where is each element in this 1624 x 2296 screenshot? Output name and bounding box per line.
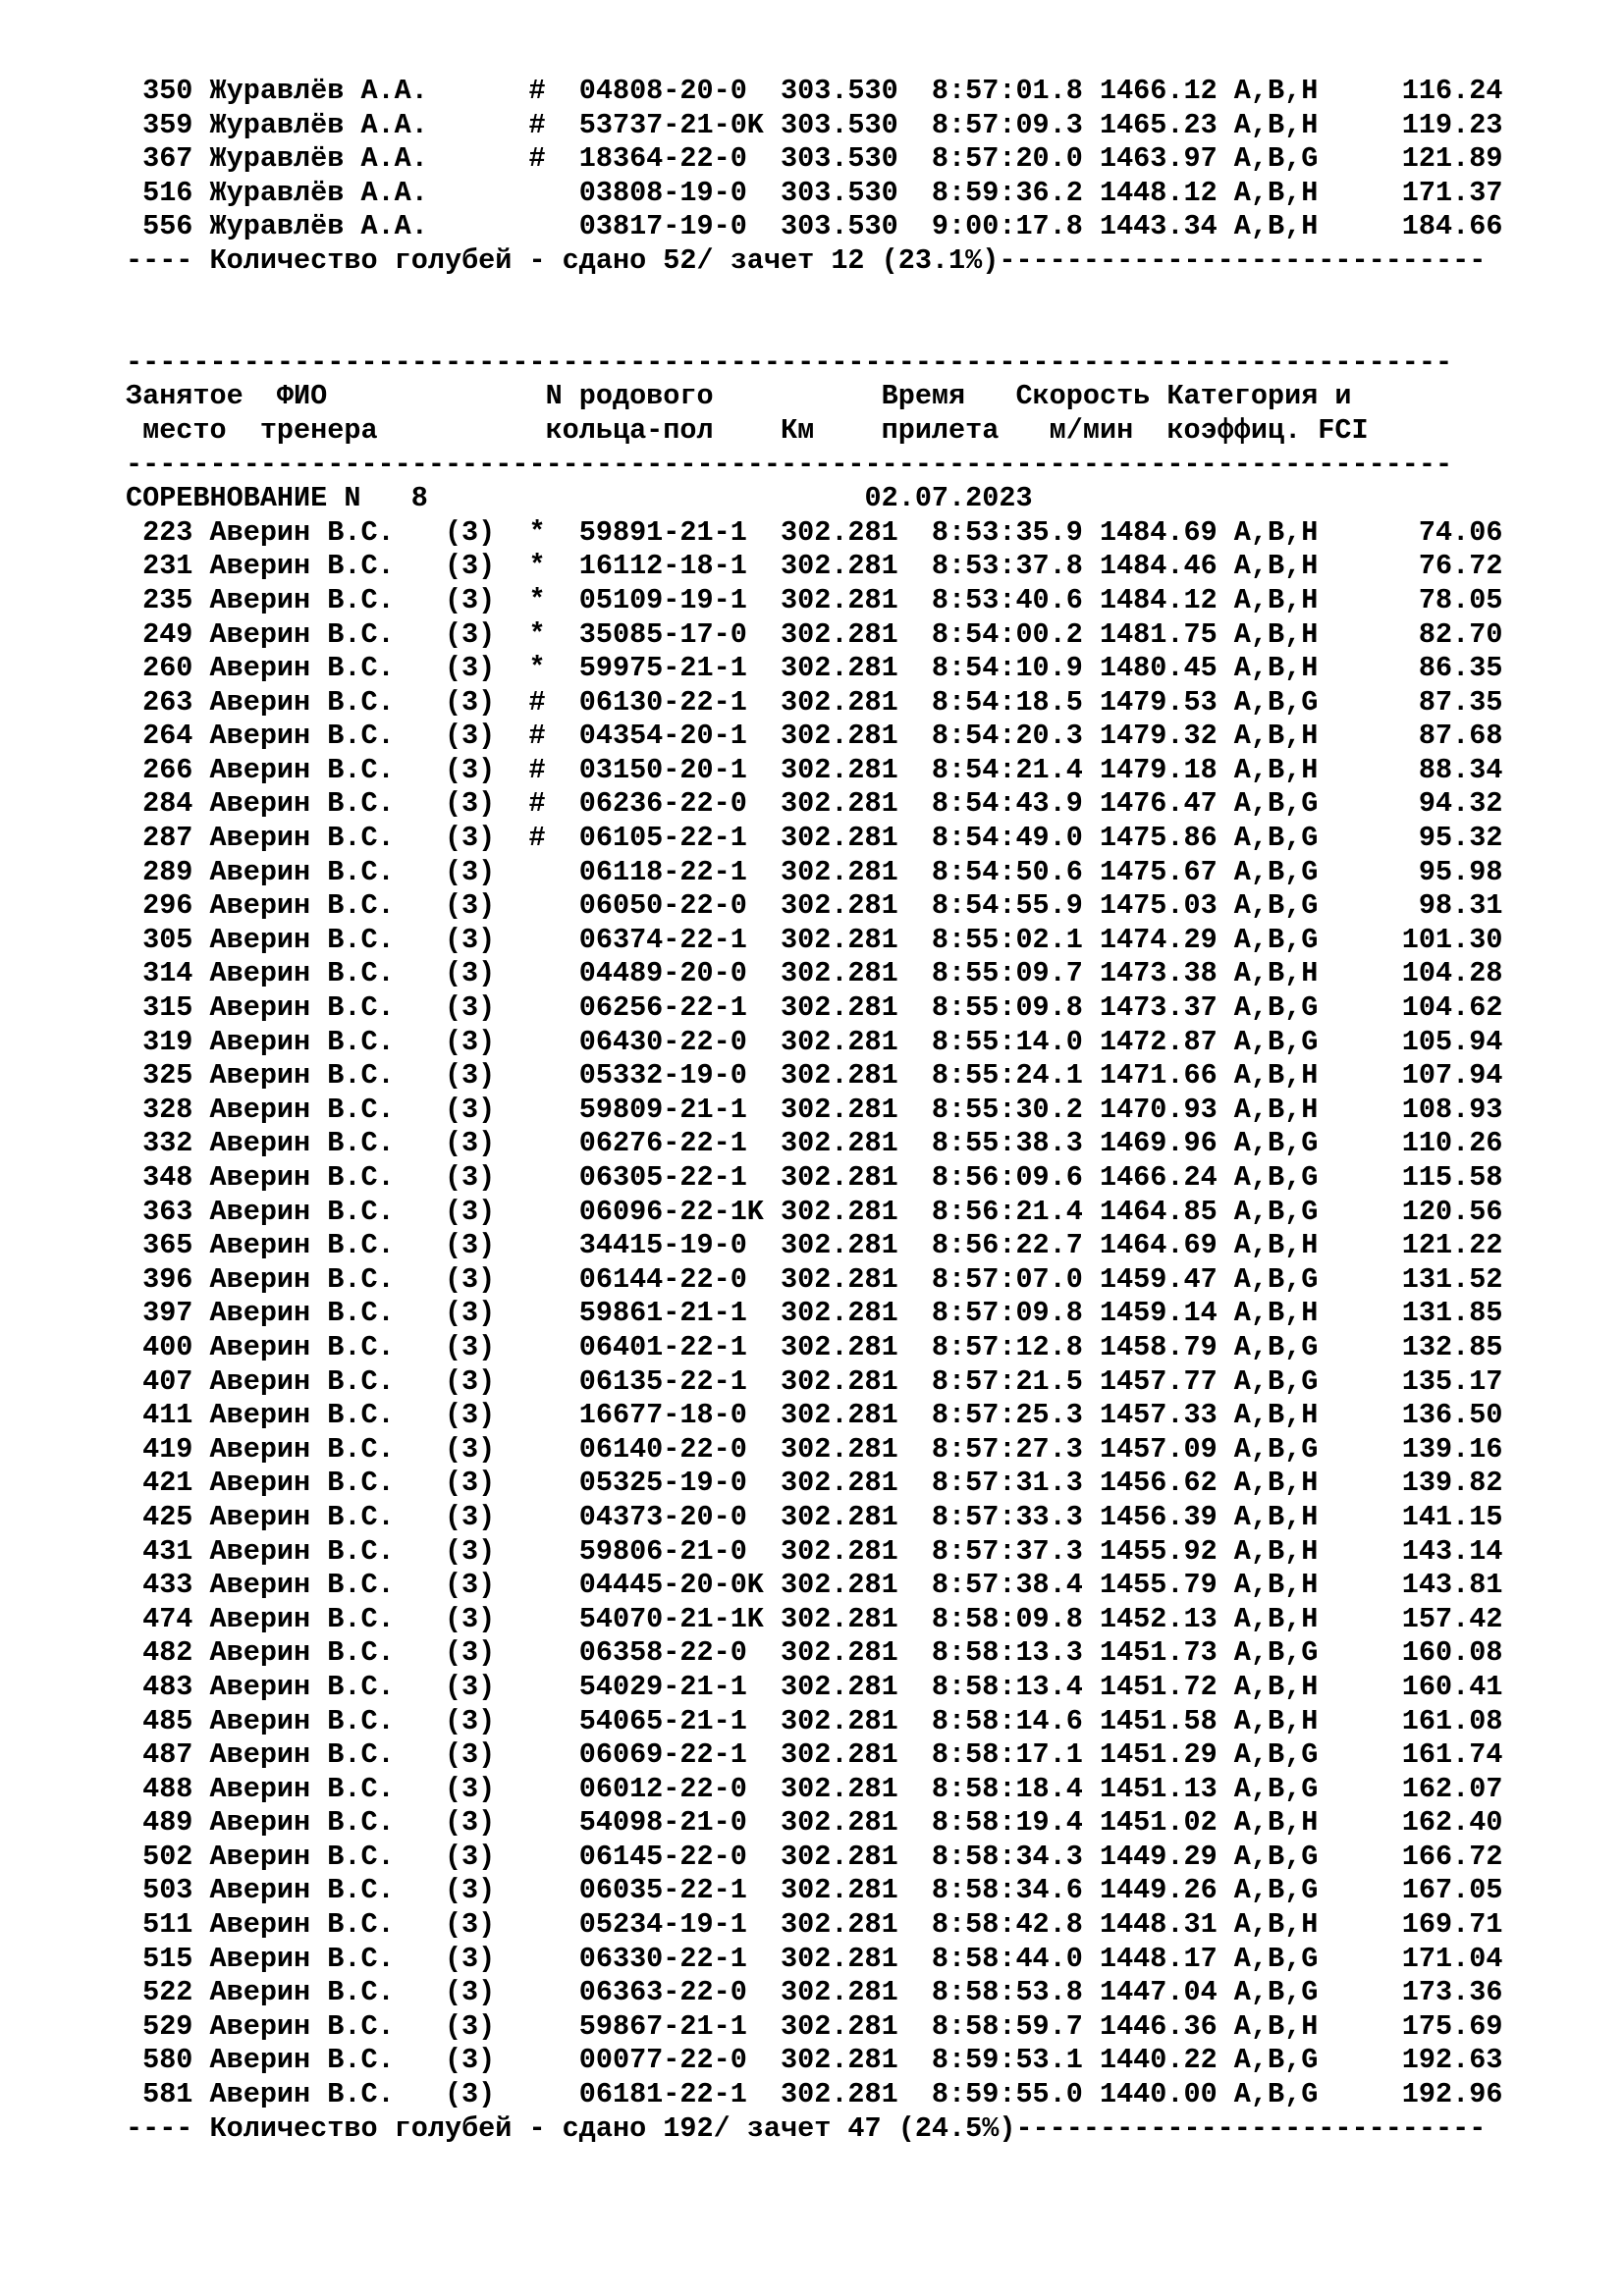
result-row: 487 Аверин В.С. (3) 06069-22-1 302.281 8:58:17.1 1451.29 A,B,G 161.74 <box>126 1738 1503 1772</box>
result-row: 488 Аверин В.С. (3) 06012-22-0 302.281 8:58:18.4 1451.13 A,B,G 162.07 <box>126 1772 1503 1805</box>
result-row: 231 Аверин В.С. (3) * 16112-18-1 302.281 8:53:37.8 1484.46 A,B,H 76.72 <box>126 550 1503 583</box>
result-row: 516 Журавлёв А.А. 03808-19-0 303.530 8:59:36.2 1448.12 A,B,H 171.37 <box>126 176 1503 209</box>
result-row: 421 Аверин В.С. (3) 05325-19-0 302.281 8:57:31.3 1456.62 A,B,H 139.82 <box>126 1467 1503 1500</box>
result-row: 263 Аверин В.С. (3) # 06130-22-1 302.281 8:54:18.5 1479.53 A,B,G 87.35 <box>126 685 1503 719</box>
result-row: 328 Аверин В.С. (3) 59809-21-1 302.281 8:55:30.2 1470.93 A,B,H 108.93 <box>126 1093 1503 1126</box>
result-row: 396 Аверин В.С. (3) 06144-22-0 302.281 8:57:07.0 1459.47 A,B,G 131.52 <box>126 1262 1503 1296</box>
column-header-line-1: Занятое ФИО N родового Время Скорость Категория и <box>126 380 1352 413</box>
result-row: 515 Аверин В.С. (3) 06330-22-1 302.281 8:58:44.0 1448.17 A,B,G 171.04 <box>126 1942 1503 1975</box>
result-row: 433 Аверин В.С. (3) 04445-20-0K 302.281 8:57:38.4 1455.79 A,B,H 143.81 <box>126 1569 1503 1602</box>
result-row: 529 Аверин В.С. (3) 59867-21-1 302.281 8:58:59.7 1446.36 A,B,H 175.69 <box>126 2009 1503 2043</box>
result-row: 363 Аверин В.С. (3) 06096-22-1K 302.281 8:56:21.4 1464.85 A,B,G 120.56 <box>126 1195 1503 1228</box>
results-document <box>126 75 1598 2146</box>
section-1-summary: ---- Количество голубей - сдано 52/ зачет 12 (23.1%)----------------------------- <box>126 243 1487 277</box>
result-row: 503 Аверин В.С. (3) 06035-22-1 302.281 8:58:34.6 1449.26 A,B,G 167.05 <box>126 1874 1503 1907</box>
result-row: 264 Аверин В.С. (3) # 04354-20-1 302.281 8:54:20.3 1479.32 A,B,H 87.68 <box>126 720 1503 753</box>
column-header-line-2: место тренера кольца-пол Км прилета м/мин коэффиц. FCI <box>126 413 1369 447</box>
blank-line <box>126 279 1598 313</box>
result-row: 580 Аверин В.С. (3) 00077-22-0 302.281 8:59:53.1 1440.22 A,B,G 192.63 <box>126 2044 1503 2077</box>
section-2-summary: ---- Количество голубей - сдано 192/ зачет 47 (24.5%)---------------------------- <box>126 2111 1487 2145</box>
result-row: 482 Аверин В.С. (3) 06358-22-0 302.281 8:58:13.3 1451.73 A,B,G 160.08 <box>126 1636 1503 1670</box>
header-bottom-rule: ------------------------------------------------------------------------------- <box>126 448 1453 481</box>
result-row: 305 Аверин В.С. (3) 06374-22-1 302.281 8:55:02.1 1474.29 A,B,G 101.30 <box>126 923 1503 956</box>
result-row: 489 Аверин В.С. (3) 54098-21-0 302.281 8:58:19.4 1451.02 A,B,H 162.40 <box>126 1806 1503 1840</box>
result-row: 296 Аверин В.С. (3) 06050-22-0 302.281 8:54:55.9 1475.03 A,B,G 98.31 <box>126 889 1503 923</box>
result-row: 522 Аверин В.С. (3) 06363-22-0 302.281 8:58:53.8 1447.04 A,B,G 173.36 <box>126 1976 1503 2009</box>
result-row: 332 Аверин В.С. (3) 06276-22-1 302.281 8:55:38.3 1469.96 A,B,G 110.26 <box>126 1127 1503 1160</box>
section-2-rows <box>126 516 1598 2112</box>
result-row: 325 Аверин В.С. (3) 05332-19-0 302.281 8:55:24.1 1471.66 A,B,H 107.94 <box>126 1059 1503 1093</box>
result-row: 350 Журавлёв А.А. # 04808-20-0 303.530 8:57:01.8 1466.12 A,B,H 116.24 <box>126 75 1503 107</box>
result-row: 431 Аверин В.С. (3) 59806-21-0 302.281 8:57:37.3 1455.92 A,B,H 143.14 <box>126 1534 1503 1568</box>
result-row: 266 Аверин В.С. (3) # 03150-20-1 302.281 8:54:21.4 1479.18 A,B,H 88.34 <box>126 753 1503 786</box>
result-row: 319 Аверин В.С. (3) 06430-22-0 302.281 8:55:14.0 1472.87 A,B,G 105.94 <box>126 1025 1503 1058</box>
result-row: 348 Аверин В.С. (3) 06305-22-1 302.281 8:56:09.6 1466.24 A,B,G 115.58 <box>126 1161 1503 1194</box>
result-row: 397 Аверин В.С. (3) 59861-21-1 302.281 8:57:09.8 1459.14 A,B,H 131.85 <box>126 1297 1503 1330</box>
result-row: 485 Аверин В.С. (3) 54065-21-1 302.281 8:58:14.6 1451.58 A,B,H 161.08 <box>126 1704 1503 1737</box>
result-row: 400 Аверин В.С. (3) 06401-22-1 302.281 8:57:12.8 1458.79 A,B,G 132.85 <box>126 1330 1503 1363</box>
result-row: 581 Аверин В.С. (3) 06181-22-1 302.281 8:59:55.0 1440.00 A,B,G 192.96 <box>126 2078 1503 2111</box>
result-row: 474 Аверин В.С. (3) 54070-21-1K 302.281 8:58:09.8 1452.13 A,B,H 157.42 <box>126 1602 1503 1635</box>
result-row: 359 Журавлёв А.А. # 53737-21-0K 303.530 8:57:09.3 1465.23 A,B,H 119.23 <box>126 108 1503 141</box>
result-row: 556 Журавлёв А.А. 03817-19-0 303.530 9:00:17.8 1443.34 A,B,H 184.66 <box>126 210 1503 243</box>
result-row: 511 Аверин В.С. (3) 05234-19-1 302.281 8:58:42.8 1448.31 A,B,H 169.71 <box>126 1908 1503 1942</box>
result-row: 411 Аверин В.С. (3) 16677-18-0 302.281 8:57:25.3 1457.33 A,B,H 136.50 <box>126 1399 1503 1432</box>
result-row: 425 Аверин В.С. (3) 04373-20-0 302.281 8:57:33.3 1456.39 A,B,H 141.15 <box>126 1500 1503 1533</box>
result-row: 365 Аверин В.С. (3) 34415-19-0 302.281 8:56:22.7 1464.69 A,B,H 121.22 <box>126 1229 1503 1262</box>
result-row: 287 Аверин В.С. (3) # 06105-22-1 302.281 8:54:49.0 1475.86 A,B,G 95.32 <box>126 822 1503 855</box>
result-row: 315 Аверин В.С. (3) 06256-22-1 302.281 8:55:09.8 1473.37 A,B,G 104.62 <box>126 991 1503 1025</box>
result-row: 223 Аверин В.С. (3) * 59891-21-1 302.281 8:53:35.9 1484.69 A,B,H 74.06 <box>126 515 1503 549</box>
result-row: 407 Аверин В.С. (3) 06135-22-1 302.281 8:57:21.5 1457.77 A,B,G 135.17 <box>126 1364 1503 1398</box>
result-row: 284 Аверин В.С. (3) # 06236-22-0 302.281 8:54:43.9 1476.47 A,B,G 94.32 <box>126 787 1503 821</box>
section-1-rows <box>126 75 1598 244</box>
result-row: 249 Аверин В.С. (3) * 35085-17-0 302.281 8:54:00.2 1481.75 A,B,H 82.70 <box>126 617 1503 651</box>
header-top-rule: ------------------------------------------------------------------------------- <box>126 346 1453 379</box>
result-row: 502 Аверин В.С. (3) 06145-22-0 302.281 8:58:34.3 1449.29 A,B,G 166.72 <box>126 1840 1503 1873</box>
result-row: 235 Аверин В.С. (3) * 05109-19-1 302.281 8:53:40.6 1484.12 A,B,H 78.05 <box>126 583 1503 616</box>
competition-title: СОРЕВНОВАНИЕ N 8 02.07.2023 <box>126 482 1033 515</box>
result-row: 260 Аверин В.С. (3) * 59975-21-1 302.281 8:54:10.9 1480.45 A,B,H 86.35 <box>126 652 1503 685</box>
blank-line <box>126 312 1598 347</box>
result-row: 289 Аверин В.С. (3) 06118-22-1 302.281 8:54:50.6 1475.67 A,B,G 95.98 <box>126 855 1503 888</box>
result-row: 483 Аверин В.С. (3) 54029-21-1 302.281 8:58:13.4 1451.72 A,B,H 160.41 <box>126 1670 1503 1703</box>
result-row: 419 Аверин В.С. (3) 06140-22-0 302.281 8:57:27.3 1457.09 A,B,G 139.16 <box>126 1432 1503 1466</box>
result-row: 314 Аверин В.С. (3) 04489-20-0 302.281 8:55:09.7 1473.38 A,B,H 104.28 <box>126 957 1503 990</box>
result-row: 367 Журавлёв А.А. # 18364-22-0 303.530 8:57:20.0 1463.97 A,B,G 121.89 <box>126 142 1503 176</box>
